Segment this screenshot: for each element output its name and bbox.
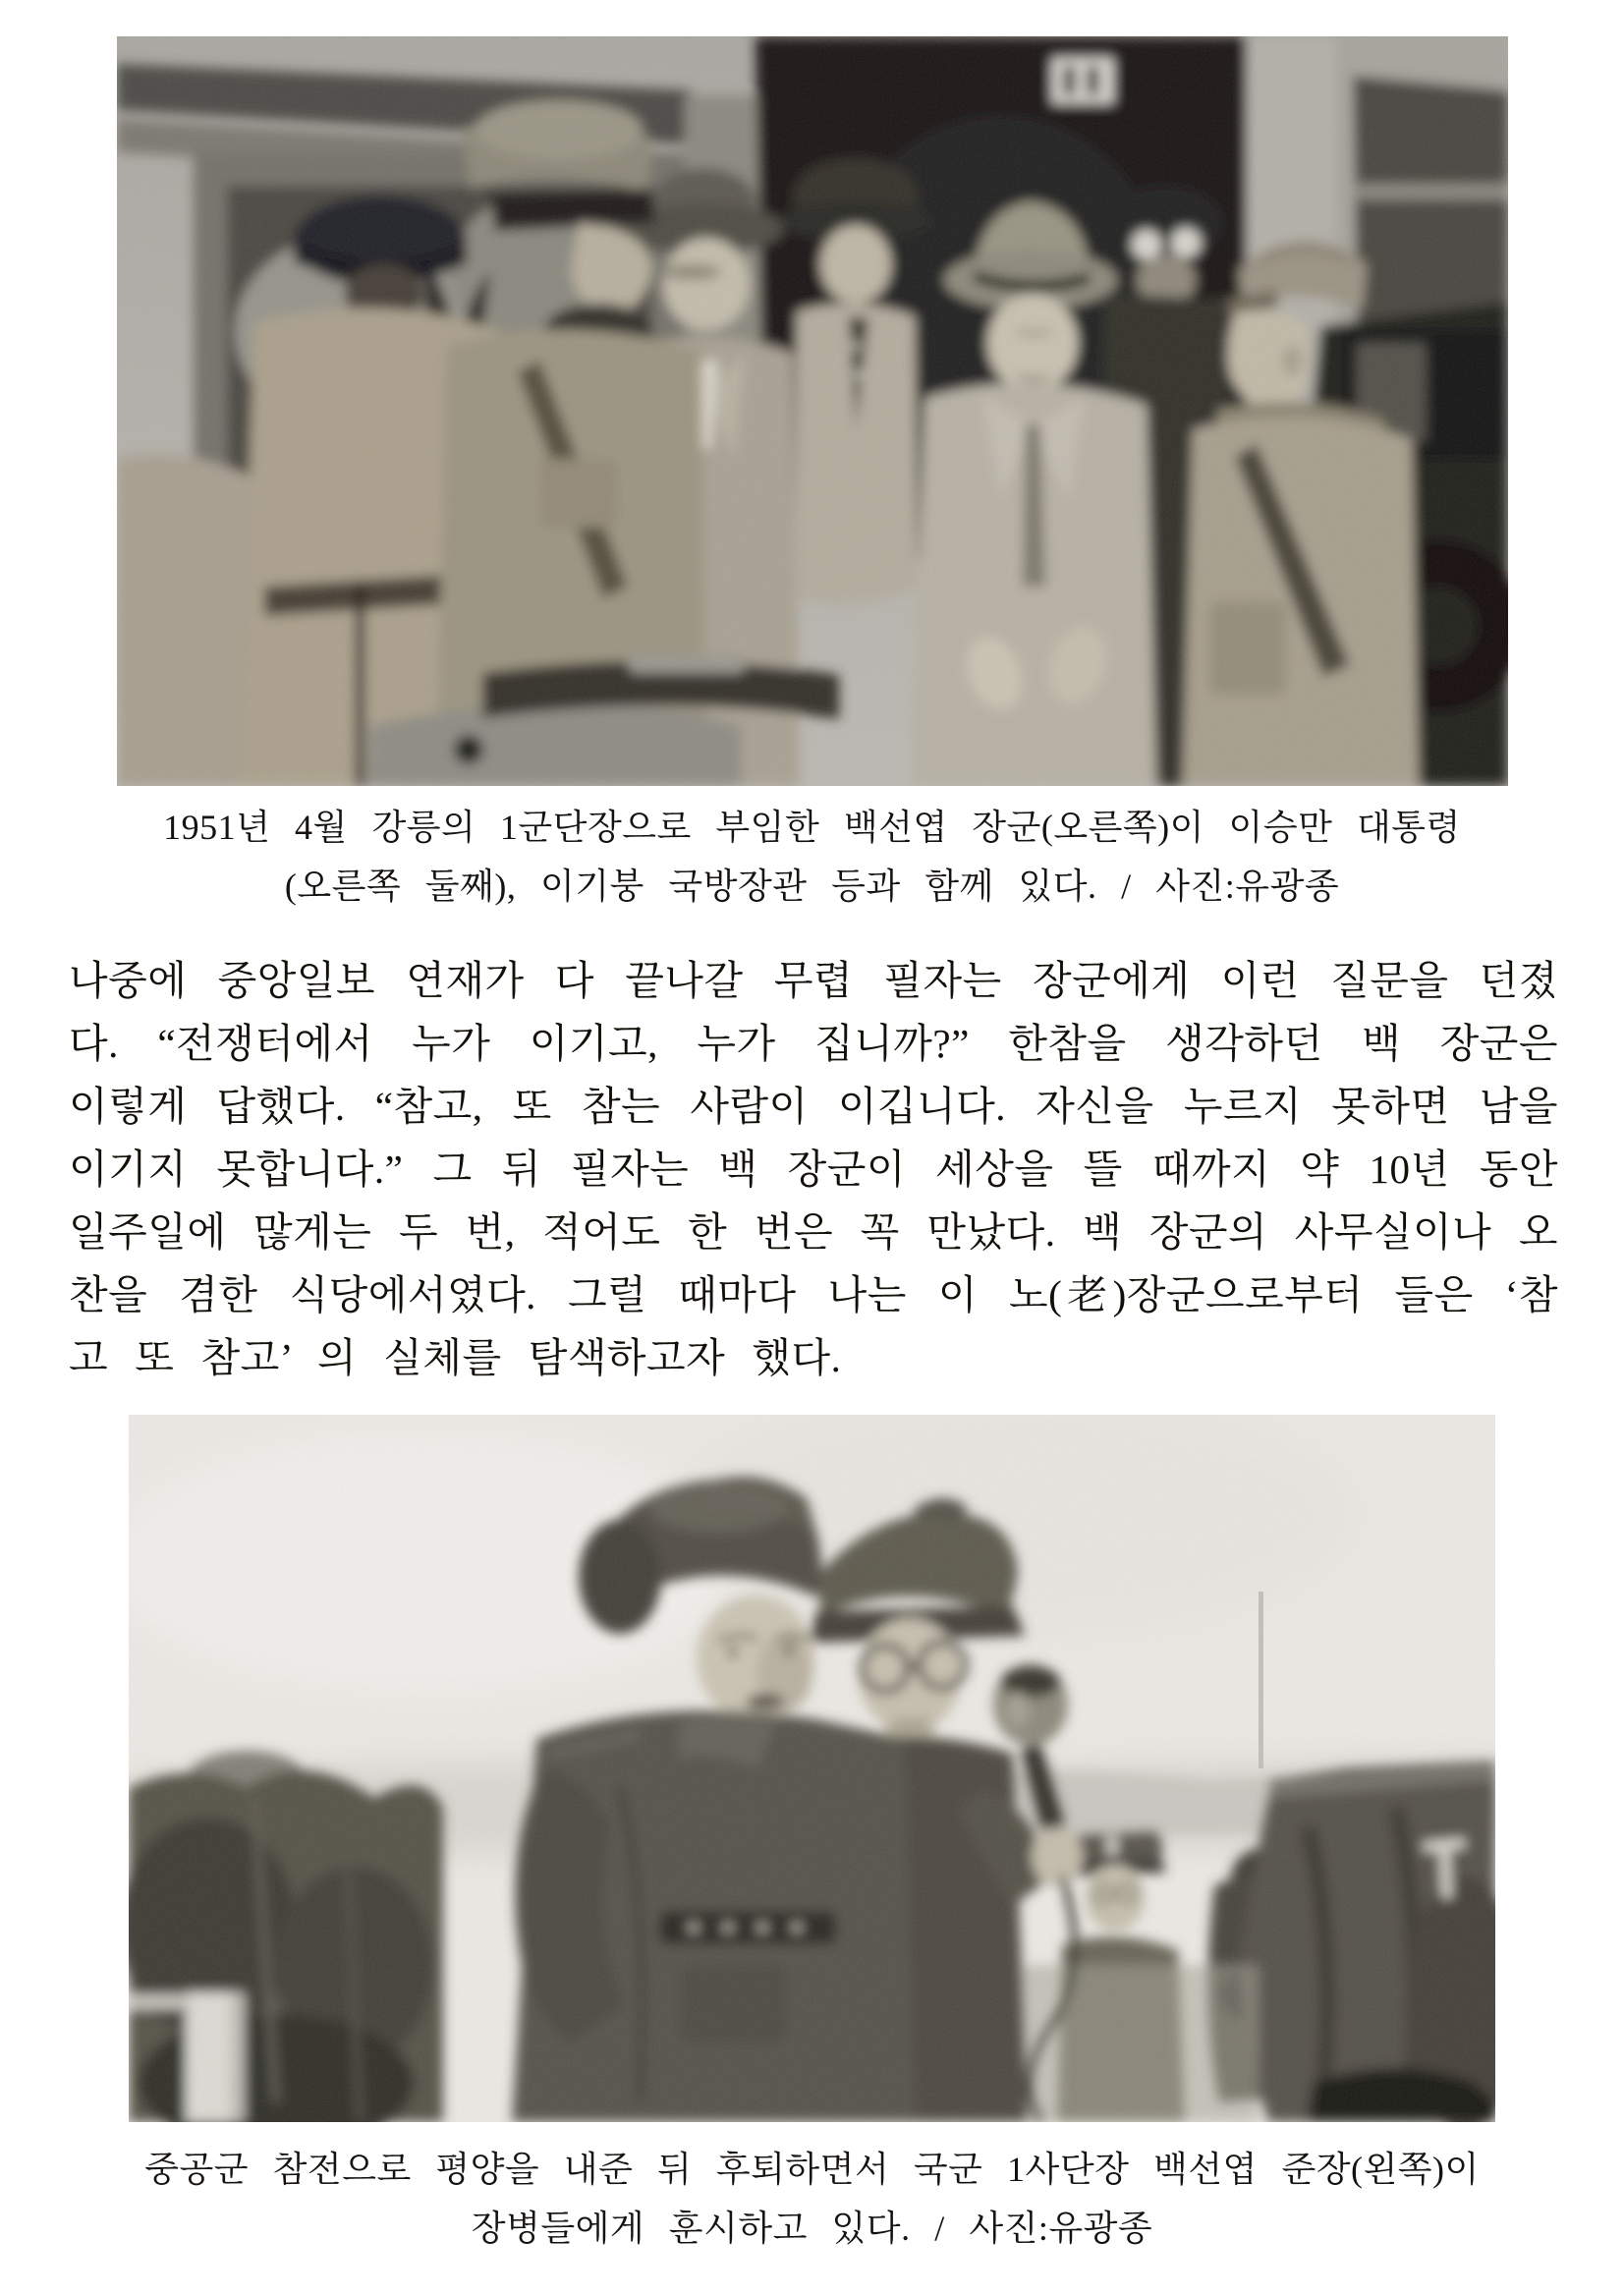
photo-1-caption-line-1: 1951년 4월 강릉의 1군단장으로 부임한 백선엽 장군(오른쪽)이 이승만 대통령 <box>163 808 1461 847</box>
body-line-4: 이기지 못합니다.” 그 뒤 필자는 백 장군이 세상을 뜰 때까지 약 10년 동안 <box>69 1147 1558 1192</box>
photo-1-caption <box>0 798 1624 916</box>
photo-2-caption-line-1: 중공군 참전으로 평양을 내준 뒤 후퇴하면서 국군 1사단장 백선엽 준장(왼쪽)이 <box>144 2150 1480 2189</box>
body-line-3: 이렇게 답했다. “참고, 또 참는 사람이 이깁니다. 자신을 누르지 못하면 남을 <box>69 1084 1558 1129</box>
body-line-1: 나중에 중앙일보 연재가 다 끝나갈 무렵 필자는 장군에게 이런 질문을 던졌 <box>69 958 1558 1003</box>
photo-2 <box>129 1415 1495 2122</box>
photo-1-caption-line-2: (오른쪽 둘째), 이기붕 국방장관 등과 함께 있다. / 사진:유광종 <box>284 867 1340 906</box>
body-line-2: 다. “전쟁터에서 누가 이기고, 누가 집니까?” 한참을 생각하던 백 장군은 <box>69 1021 1558 1066</box>
body-line-6: 찬을 겸한 식당에서였다. 그럴 때마다 나는 이 노(老)장군으로부터 들은 ‘참 <box>69 1272 1558 1317</box>
article-body <box>69 949 1558 1389</box>
body-line-7: 고 또 참고’ 의 실체를 탐색하고자 했다. <box>69 1335 842 1380</box>
photo-2-image <box>129 1415 1495 2122</box>
photo-1-image <box>117 36 1508 786</box>
photo-2-caption-line-2: 장병들에게 훈시하고 있다. / 사진:유광종 <box>471 2209 1153 2248</box>
photo-1 <box>117 36 1508 786</box>
photo-2-caption <box>0 2140 1624 2258</box>
body-line-5: 일주일에 많게는 두 번, 적어도 한 번은 꼭 만났다. 백 장군의 사무실이나 오 <box>69 1209 1558 1255</box>
